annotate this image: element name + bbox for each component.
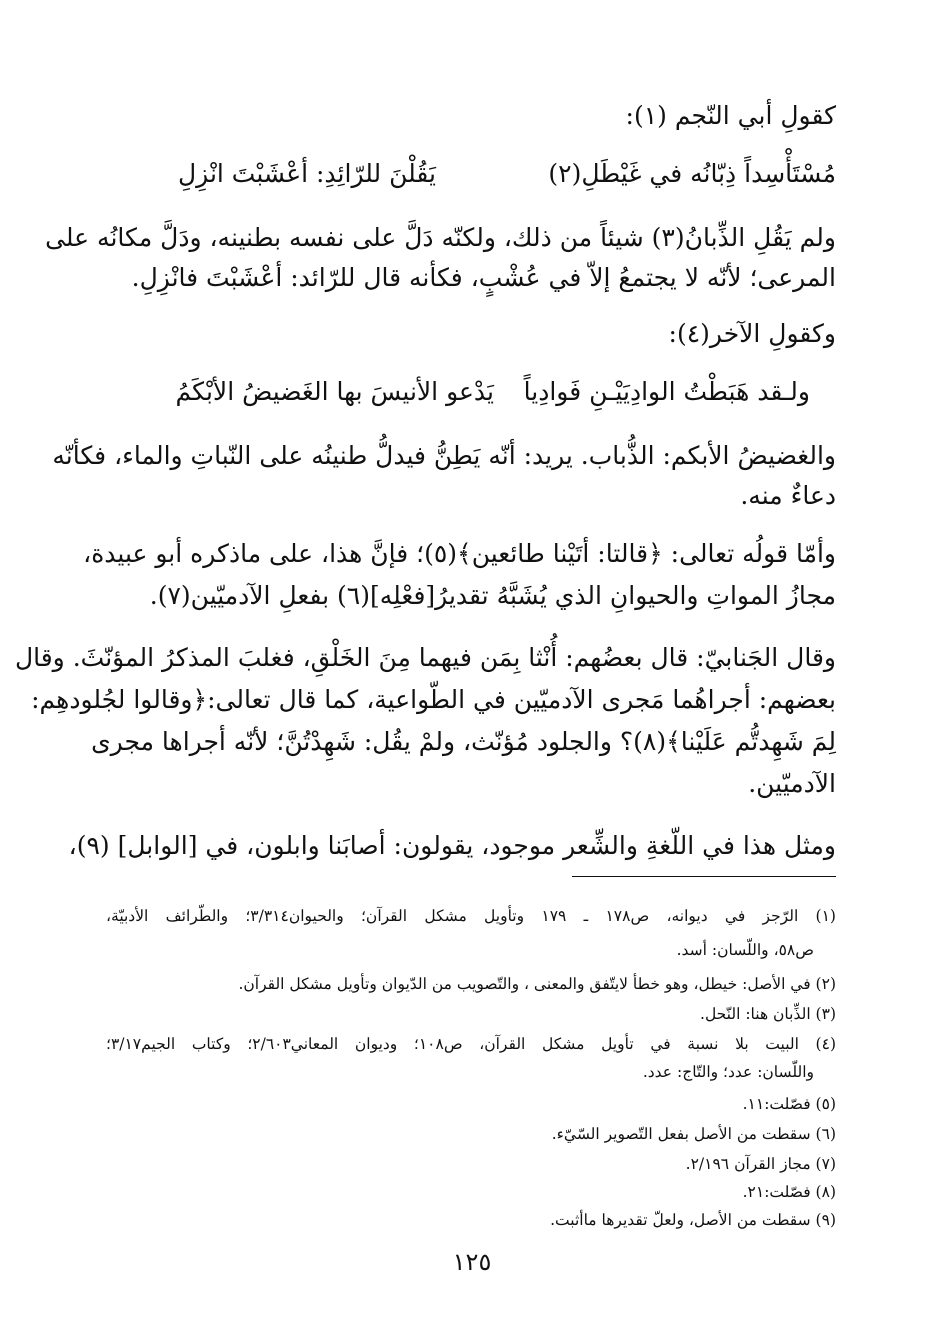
page-number: ١٢٥: [452, 1248, 492, 1276]
paragraph-line: لِمَ شَهِدتُّم عَلَيْنا﴾(٨)؟ والجلود مُؤنّث، ولمْ يقُل: شَهِدْتُنَّ؛ لأنّه أجراها مجرى: [91, 727, 836, 756]
footnote: (٤) البيت بلا نسبة في تأويل مشكل القرآن، ص١٠٨؛ وديوان المعاني٢/٦٠٣؛ وكتاب الجيم٣/١٧؛: [106, 1035, 836, 1053]
footnote: (٢) في الأصل: خيطل، وهو خطأ لايتّفق والمعنى ، والتّصويب من الدّيوان وتأويل مشكل القرآن.: [238, 975, 836, 993]
paragraph-line: والغضيضُ الأبكم: الذُّباب. يريد: أنّه يَطِنُّ فيدلُّ طنينُه على النّباتِ والماء، فكأنّه: [52, 441, 836, 470]
paragraph-line: دعاءٌ منه.: [740, 481, 836, 510]
paragraph-line: الآدميّين.: [748, 769, 836, 798]
verse-hemistich-left: يَدْعو الأنيسَ بها الغَضيضُ الأبْكَمُ: [175, 377, 494, 406]
poem-intro: وكقولِ الآخر(٤):: [668, 319, 836, 348]
footnote: (٥) فصّلت:١١.: [742, 1095, 836, 1113]
paragraph-line: وأمّا قولُه تعالى: ﴿قالتا: أتَيْنا طائعين﴾(٥)؛ فإنَّ هذا، على ماذكره أبو عبيدة،: [83, 539, 836, 568]
footnote: (٦) سقطت من الأصل بفعل التّصوير السّيّء.: [551, 1125, 836, 1143]
paragraph-line: ولم يَقُلِ الذِّبانُ(٣) شيئاً من ذلك، ولكنّه دَلَّ على نفسه بطنينه، ودَلَّ مكانُه على: [45, 223, 836, 252]
footnote: (٨) فصّلت:٢١.: [742, 1183, 836, 1201]
footnote-continuation: واللّسان: عدد؛ والتّاج: عدد.: [642, 1063, 814, 1081]
footnote: (١) الرّجز في ديوانه، ص١٧٨ ـ ١٧٩ وتأويل مشكل القرآن؛ والحيوان٣/٣١٤؛ والطّرائف الأدبيّة،: [106, 907, 836, 925]
paragraph-line: المرعى؛ لأنّه لا يجتمعُ إلاّ في عُشْبٍ، فكأنه قال للرّائد: أعْشَبْتَ فانْزِلِ.: [131, 263, 836, 292]
verse-hemistich-right: مُسْتَأْسِداً ذِبّانُه في غَيْطَلِ(٢): [548, 159, 836, 188]
verse-hemistich-right: ولـقد هَبَطْتُ الوادِيَيْـنِ فَوادِياً: [523, 377, 810, 406]
footnote: (٧) مجاز القرآن ٢/١٩٦.: [685, 1155, 836, 1173]
paragraph-line: بعضهم: أجراهُما مَجرى الآدميّين في الطّواعية، كما قال تعالى:﴿وقالوا لجُلودهِم:: [31, 685, 836, 714]
paragraph-line: مجازُ المواتِ والحيوانِ الذي يُشَبَّهُ تقديرُ[فعْلِه](٦) بفعلِ الآدميّين(٧).: [149, 581, 836, 610]
footnote: (٩) سقطت من الأصل، ولعلّ تقديرها ماأثبت.: [550, 1211, 836, 1229]
verse-hemistich-left: يَقُلْنَ للرّائِدِ: أعْشَبْتَ انْزِلِ: [177, 159, 436, 188]
footnote-divider: [572, 876, 836, 877]
footnote-continuation: ص٥٨، واللّسان: أسد.: [676, 941, 814, 959]
paragraph-line: وقال الجَنابيّ: قال بعضُهم: أُنْثا بِمَن فيهما مِنَ الخَلْقِ، فغلبَ المذكرُ المؤنّثَ. وقال: [14, 643, 836, 672]
poem-intro: كقولِ أبي النّجم (١):: [625, 101, 836, 130]
footnote: (٣) الذِّبان هنا: النّحل.: [700, 1005, 836, 1023]
paragraph-line: ومثل هذا في اللّغةِ والشِّعر موجود، يقولون: أصابَنا وابلون، في [الوابل] (٩)،: [68, 831, 836, 860]
